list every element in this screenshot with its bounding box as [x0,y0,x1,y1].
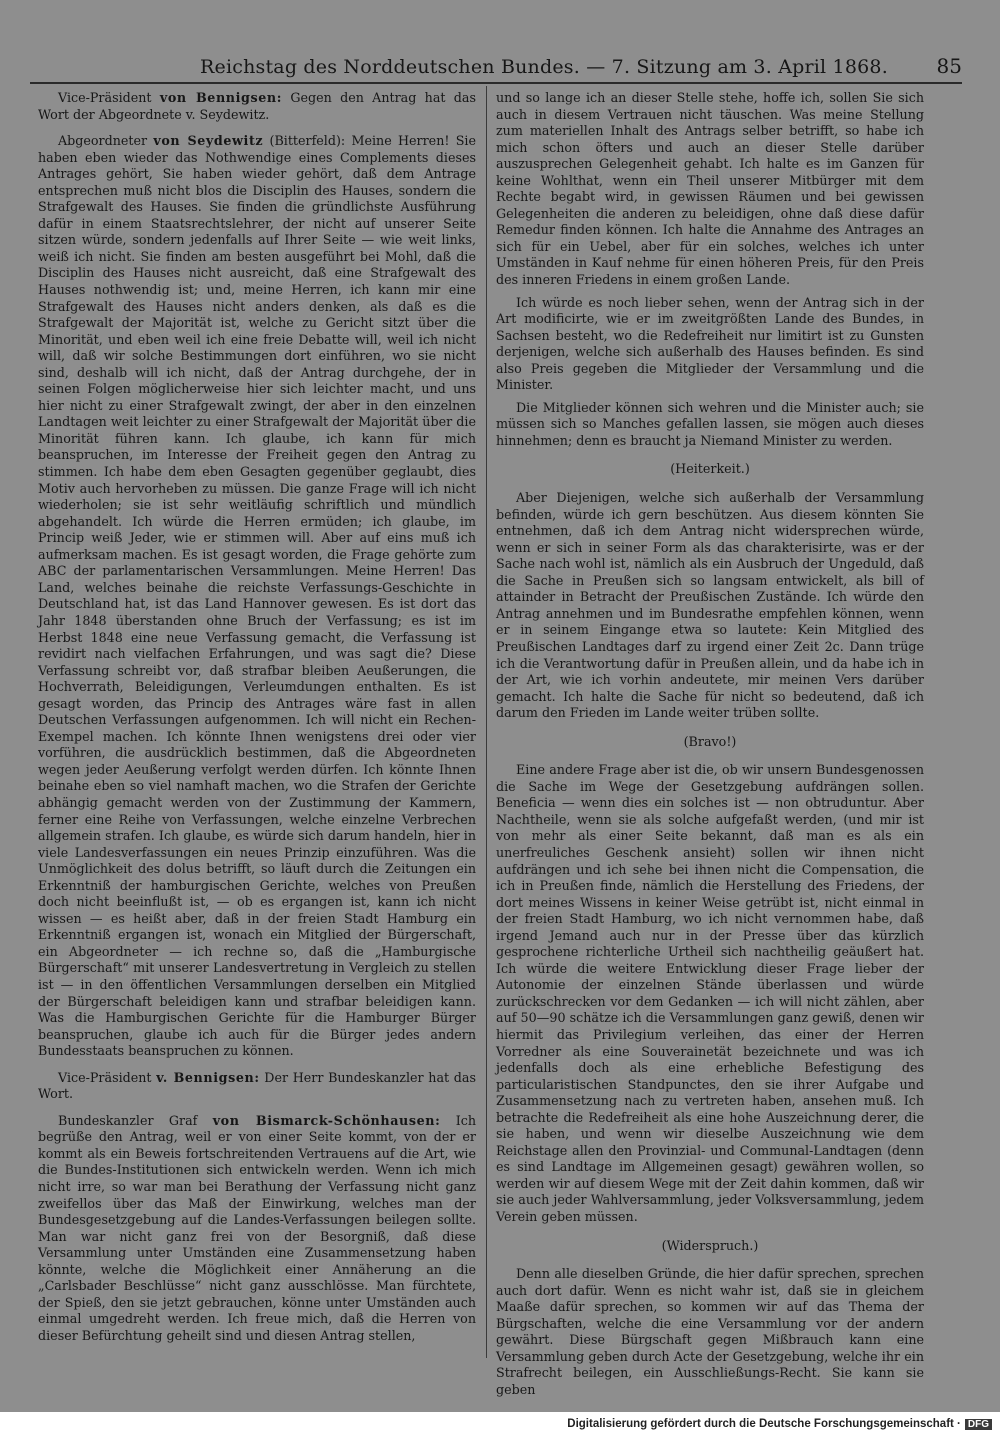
header-rule [30,82,962,84]
speaker-name: von Bismarck-Schönhausen: [212,1112,441,1128]
speaker-name: v. Bennigsen: [156,1069,260,1085]
right-column [496,90,924,1404]
paragraph: Eine andere Frage aber ist die, ob wir unsern Bundesgenossen die Sache im Wege der Gesetzgebung aufdrängen sollen. Beneficia — wenn dies ein solches ist — non obtruduntur. Aber Nachtheile, wenn sie als solche aufgefaßt werden, (und mir ist von mehr als einer Seite bekannt, daß man es als ein unerfreuliches Geschenk ansieht) sollen wir ihnen nicht aufdrängen und ich sehe bei ihnen nicht die Compensation, die ich in Preußen finde, nämlich die Herstellung des Friedens, der dort meines Wissens in keiner Weise getrübt ist, nicht einmal in der freien Stadt Hamburg, wo ich nicht vernommen habe, daß irgend Jemand auch nur in der Presse über das kürzlich gesprochene richterliche Urtheil sich nachtheilig geäußert hat. Ich würde die weitere Entwicklung dieser Frage lieber der Autonomie der einzelnen Stände überlassen und würde zurückschrecken vor dem Gedanken — ich will nicht zählen, aber auf 50—90 schätze ich die Versammlungen ganz gewiß, denen wir hiermit das Privilegium verleihen, das einer der Herren Vorredner als eine Souverainetät bezeichnete und was ich jedenfalls doch als eine erhebliche Befestigung des particularistischen Standpunctes, den sie ihrer Aufgabe und Zusammensetzung nach zu vertreten haben, ansehen muß. Ich betrachte die Redefreiheit als eine hohe Auszeichnung derer, die sie haben, und wenn wir dieselbe Auszeichnung wie dem Reichstage allen den Provinzial- und Communal-Landtagen (denn es sind Landtage im Allgemeinen gesagt) gewähren wollen, so werden wir auf diesem Wege mit der Zeit dahin kommen, daß wir sie auch jeder Wahlversammlung, jeder Volksversammlung, jedem Verein geben müssen. [496,762,924,1224]
paragraph: Aber Diejenigen, welche sich außerhalb der Versammlung befinden, würde ich gern beschützen. Aus diesem könnten Sie entnehmen, daß ich dem Antrag nicht widersprechen würde, wenn er sich in seiner Form als das charakterisirte, was er der Sache nach wohl ist, nämlich als ein Ausbruch der Ungeduld, daß die Sache in Preußen sich so langsam entwickelt, als bill of attainder in Betracht der Preußischen Zustände. Ich würde den Antrag annehmen und im Bundesrathe empfehlen können, wenn er in seinem Eingange etwa so lautete: Kein Mitglied des Preußischen Landtages darf zu irgend einer Zeit 2c. Dann trüge ich die Verantwortung dafür in Preußen allein, und da habe ich in der Art, wie ich vorhin andeutete, mir meinen Vers darüber gemacht. Ich halte die Sache für nicht so bedeutend, daß ich darum den Frieden im Lande weiter trüben sollte. [496,490,924,721]
speech-text: Der Herr Bundeskanzler hat das Wort. [38,1069,476,1102]
speech-text: Ich begrüße den Antrag, weil er von einer Seite kommt, von der er kommt als ein Beweis fortschreitenden Vertrauens auf die Art, wie die Bundes-Institutionen sich entwickeln werden. Wenn ich mich nicht irre, so war man bei Berathung der Verfassung nicht ganz zweifellos über das Maß der Einwirkung, welches man der Bundesgesetzgebung auf die Landes-Verfassungen beilegen sollte. Man war nicht ganz frei von der Besorgniß, daß diese Versammlung unter Umständen eine Zusammensetzung haben könnte, welche die Möglichkeit einer Annäherung an die „Carlsbader Beschlüsse“ nicht ganz ausschlösse. Man fürchtete, der Spieß, den sie jetzt gebrauchen, könne unter Umständen auch einmal umgedreht werden. Ich freue mich, daß die Herren von dieser Befürchtung geheilt sind und diesen Antrag stellen, [38,1112,477,1343]
speaker-title: Abgeordneter [58,133,154,149]
running-title: Reichstag des Norddeutschen Bundes. — 7. Sitzung am 3. April 1868. [200,56,888,78]
speaker-title: Vice-Präsident [58,1069,157,1085]
paragraph: Ich würde es noch lieber sehen, wenn der Antrag sich in der Art modificirte, wie er im zweitgrößten Lande des Bundes, in Sachsen besteht, wo die Redefreiheit nur limitirt ist zu Gunsten derjenigen, welche sich außerhalb des Hauses befinden. Es sind also Preis gegeben die Mitglieder der Versammlung und die Minister. [496,294,924,393]
interjection: (Heiterkeit.) [670,461,750,477]
paragraph: Denn alle dieselben Gründe, die hier dafür sprechen, sprechen auch dort dafür. Wenn es nicht wahr ist, daß sie in gleichem Maaße dafür sprechen, so kommen wir auf das Thema der Bürgschaften, welche die eine Versammlung vor der andern gewährt. Diese Bürgschaft gegen Mißbrauch kann eine Versammlung geben durch Acte der Gesetzgebung, welche ihr ein Strafrecht beilegen, ein Ausschließungs-Recht. Sie kann sie geben [496,1266,924,1397]
paragraph: und so lange ich an dieser Stelle stehe, hoffe ich, sollen Sie sich auch in diesem Vertrauen nicht täuschen. Was meine Stellung zum materiellen Inhalt des Antrags selber betrifft, so habe ich mich schon öfters und auch an dieser Stelle darüber auszusprechen Gelegenheit gehabt. Ich halte es im Ganzen für keine Wohlthat, wenn ein Theil unserer Mitbürger mit dem Rechte begabt wird, in gewissen Räumen und bei gewissen Gelegenheiten die anderen zu beleidigen, ohne daß diese dafür Remedur finden können. Ich halte die Annahme des Antrages an sich für ein Uebel, aber für ein solches, welches ich unter Umständen in Kauf nehme für einen höheren Preis, für den Preis des inneren Friedens in einem großen Lande. [496,90,924,288]
page-number: 85 [936,54,962,78]
speaker-title: Vice-Präsident [58,90,160,105]
speech-text: Gegen den Antrag hat das Wort der Abgeordnete v. Seydewitz. [38,90,476,122]
interjection: (Bravo!) [683,733,737,749]
paragraph [38,1070,476,1103]
paragraph: Die Mitglieder können sich wehren und die Minister auch; sie müssen sich so Manches gefallen lassen, sie mögen auch dieses hinnehmen; denn es braucht ja Niemand Minister zu werden. [496,399,924,448]
paragraph [38,90,476,123]
speech-text: (Bitterfeld): Meine Herren! Sie haben eben wieder das Nothwendige eines Complements dieses Antrages gehört, Sie haben wieder gehört, daß dem Antrage entsprechen muß nicht blos die Disciplin des Hauses, sondern die Strafgewalt des Hauses. Sie finden die gründlichste Ausführung dafür in einem Staatsrechtslehrer, der nicht auf unserer Seite sitzen würde, sondern jedenfalls auf Ihrer Seite — wie weit links, weiß ich nicht. Sie finden am besten ausgeführt bei Mohl, daß die Disciplin des Hauses nicht ausreicht, daß eine Strafgewalt des Hauses nothwendig ist; und, meine Herren, ich kann mir eine Strafgewalt des Hauses nicht anders denken, als daß es die Strafgewalt der Majorität ist, welche zu Gericht sitzt über die Minorität, und eben weil ich eine freie Debatte will, weil ich nicht will, daß wir solche Bestimmungen dort einführen, wo sie nicht sind, deshalb will ich nicht, daß der Antrag durchgehe, der in seinen Folgen möglicherweise hier sich leichter macht, und uns hier nicht zu einer Strafgewalt zwingt, der aber in den einzelnen Landtagen weit leichter zu einer Strafgewalt der Majorität über die Minorität führen kann. Ich glaube, ich kann für mich beanspruchen, im Interesse der Freiheit gegen den Antrag zu stimmen. Ich habe dem eben Gesagten gegenüber geglaubt, dies Motiv auch hervorheben zu müssen. Die ganze Frage will ich nicht wiederholen; sie ist sehr weitläufig schriftlich und mündlich abgehandelt. Ich würde die Herren ermüden; ich glaube, im Princip weiß Jeder, wie er stimmen will. Aber auf eins muß ich aufmerksam machen. Es ist gesagt worden, die Frage gehörte zum ABC der parlamentarischen Versammlungen. Meine Herren! Das Land, welches beinahe die reichste Verfassungs-Geschichte in Deutschland hat, ist das Land Hannover gewesen. Es ist dort das Jahr 1848 überstanden ohne Bruch der Verfassung; es ist im Herbst 1848 eine neue Verfassung gemacht, die Verfassung ist revidirt nach vielfachen Erfahrungen, und was sagt die? Diese Verfassung schreibt vor, daß strafbar bleiben Aeußerungen, die Hochverrath, Beleidigungen, Verleumdungen enthalten. Es ist gesagt worden, das Princip des Antrages wäre fast in allen Deutschen Verfassungen aufgenommen. Ich will nicht ein Rechen-Exempel machen. Ich könnte Ihnen wenigstens drei oder vier vorführen, die ausdrücklich bestimmen, daß die Abgeordneten wegen jeder Aeußerung verfolgt werden dürfen. Ich könnte Ihnen beinahe eben so viel namhaft machen, wo die Strafen der Gerichte abhängig gemacht werden von der Zustimmung der Kammern, ferner eine Reihe von Verfassungen, welche einzelne Verbrechen allgemein strafen. Ich glaube, es würde sich darum handeln, hier in viele Landesverfassungen ein neues Prinzip einzuführen. Was die Unmöglichkeit des dolus betrifft, so läuft durch die Zeitungen ein Erkenntniß der hamburgischen Gerichte, welches von Preußen doch nicht beeinflußt ist, — ob es ergangen ist, kann ich nicht wissen — es heißt aber, daß in der freien Stadt Hamburg ein Erkenntniß ergangen ist, wonach ein Mitglied der Bürgerschaft, ein Abgeordneter — ich rechne so, daß die „Hamburgische Bürgerschaft“ mit unserer Landesvertretung in Vergleich zu stellen ist — in den öffentlichen Versammlungen derselben ein Mitglied der Bürgerschaft beleidigen kann und strafbar beleidigen kann. Was die Hamburgischen Gerichte für die Hamburger Bürger beanspruchen, glaube ich auch für die Bürger jedes andern Bundesstaats beanspruchen zu können. [38,133,476,1059]
page-header [30,54,962,80]
footer-credit [567,1418,992,1430]
speaker-name: von Bennigsen: [159,90,283,105]
paragraph [38,1113,476,1345]
paragraph [38,133,476,1060]
column-divider [486,86,487,1358]
interjection: (Widerspruch.) [661,1237,759,1253]
footer-text: Digitalisierung gefördert durch die Deutsche Forschungsgemeinschaft · [567,1418,961,1430]
speaker-title: Bundeskanzler Graf [58,1112,213,1128]
speaker-name: von Seydewitz [153,133,264,149]
left-column [38,90,476,1350]
dfg-logo: DFG [965,1419,992,1430]
